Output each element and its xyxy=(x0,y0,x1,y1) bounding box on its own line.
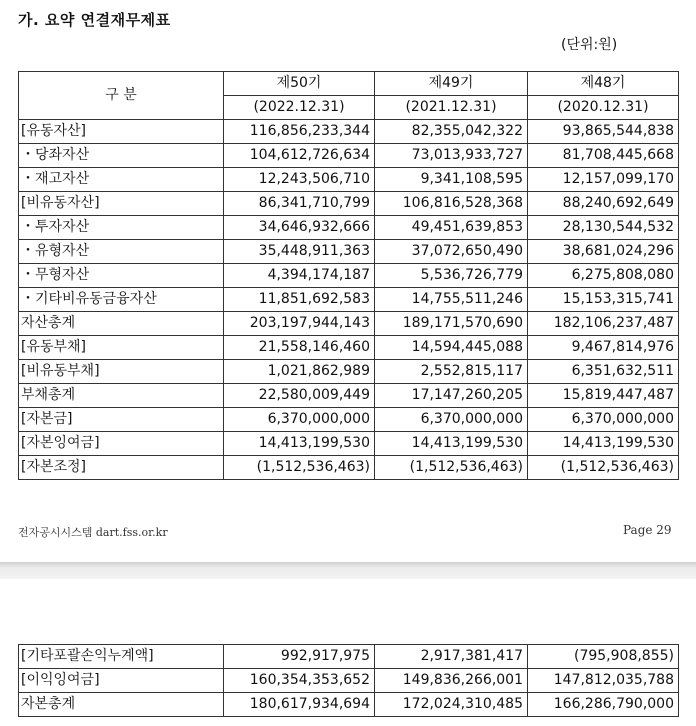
value-cell: 182,106,237,487 xyxy=(528,312,679,336)
value-cell: 12,157,099,170 xyxy=(528,168,679,192)
table-row xyxy=(19,288,679,312)
value-cell: 88,240,692,649 xyxy=(528,192,679,216)
value-cell: 37,072,650,490 xyxy=(375,240,528,264)
financial-summary-table-continued xyxy=(18,644,679,717)
period-header: 제50기 xyxy=(224,72,375,96)
value-cell: 35,448,911,363 xyxy=(224,240,375,264)
value-cell: 22,580,009,449 xyxy=(224,384,375,408)
value-cell: 38,681,024,296 xyxy=(528,240,679,264)
table-row xyxy=(19,384,679,408)
row-label: [기타포괄손익누계액] xyxy=(19,645,224,669)
value-cell: 166,286,790,000 xyxy=(528,693,679,717)
value-cell: 172,024,310,485 xyxy=(375,693,528,717)
table-row xyxy=(19,240,679,264)
value-cell: 116,856,233,344 xyxy=(224,120,375,144)
value-cell: 6,370,000,000 xyxy=(528,408,679,432)
value-cell: 28,130,544,532 xyxy=(528,216,679,240)
period-header: 제49기 xyxy=(375,72,528,96)
table-row xyxy=(19,645,679,669)
value-cell: (1,512,536,463) xyxy=(375,456,528,480)
row-label: 자산총계 xyxy=(19,312,224,336)
row-label: [이익잉여금] xyxy=(19,669,224,693)
table-row xyxy=(19,264,679,288)
period-header: 제48기 xyxy=(528,72,679,96)
value-cell: 104,612,726,634 xyxy=(224,144,375,168)
value-cell: 4,394,174,187 xyxy=(224,264,375,288)
value-cell: 992,917,975 xyxy=(224,645,375,669)
table-row xyxy=(19,432,679,456)
value-cell: 6,351,632,511 xyxy=(528,360,679,384)
table-row xyxy=(19,336,679,360)
row-label: ・기타비유동금융자산 xyxy=(19,288,224,312)
date-header: (2020.12.31) xyxy=(528,96,679,120)
value-cell: 14,413,199,530 xyxy=(528,432,679,456)
row-label: [비유동자산] xyxy=(19,192,224,216)
row-label: [자본금] xyxy=(19,408,224,432)
row-label: ・재고자산 xyxy=(19,168,224,192)
document-page-30 xyxy=(0,579,696,726)
table-row xyxy=(19,312,679,336)
row-label: [자본조정] xyxy=(19,456,224,480)
value-cell: 86,341,710,799 xyxy=(224,192,375,216)
row-label: [비유동부채] xyxy=(19,360,224,384)
value-cell: 14,413,199,530 xyxy=(375,432,528,456)
table-row xyxy=(19,669,679,693)
table-row xyxy=(19,144,679,168)
value-cell: 149,836,266,001 xyxy=(375,669,528,693)
footer-source: 전자공시시스템 dart.fss.or.kr xyxy=(18,526,168,539)
table-row xyxy=(19,408,679,432)
value-cell: 9,467,814,976 xyxy=(528,336,679,360)
value-cell: 21,558,146,460 xyxy=(224,336,375,360)
value-cell: 34,646,932,666 xyxy=(224,216,375,240)
value-cell: 81,708,445,668 xyxy=(528,144,679,168)
value-cell: 189,171,570,690 xyxy=(375,312,528,336)
row-label: ・투자자산 xyxy=(19,216,224,240)
row-label: 자본총계 xyxy=(19,693,224,717)
value-cell: 160,354,353,652 xyxy=(224,669,375,693)
value-cell: 6,370,000,000 xyxy=(375,408,528,432)
date-header: (2021.12.31) xyxy=(375,96,528,120)
value-cell: 93,865,544,838 xyxy=(528,120,679,144)
value-cell: 14,413,199,530 xyxy=(224,432,375,456)
table-row xyxy=(19,693,679,717)
value-cell: (1,512,536,463) xyxy=(224,456,375,480)
date-header: (2022.12.31) xyxy=(224,96,375,120)
value-cell: 106,816,528,368 xyxy=(375,192,528,216)
row-label: 부채총계 xyxy=(19,384,224,408)
value-cell: 49,451,639,853 xyxy=(375,216,528,240)
table-row xyxy=(19,456,679,480)
value-cell: 73,013,933,727 xyxy=(375,144,528,168)
page-separator xyxy=(0,562,696,579)
table-row xyxy=(19,216,679,240)
value-cell: 6,370,000,000 xyxy=(224,408,375,432)
financial-summary-table xyxy=(18,71,679,480)
value-cell: 17,147,260,205 xyxy=(375,384,528,408)
header-label: 구 분 xyxy=(19,72,224,120)
section-title: 가. 요약 연결재무제표 xyxy=(18,11,171,29)
row-label: [유동부채] xyxy=(19,336,224,360)
unit-label: (단위:원) xyxy=(561,37,618,53)
value-cell: 203,197,944,143 xyxy=(224,312,375,336)
value-cell: 2,552,815,117 xyxy=(375,360,528,384)
value-cell: 1,021,862,989 xyxy=(224,360,375,384)
value-cell: (795,908,855) xyxy=(528,645,679,669)
value-cell: 12,243,506,710 xyxy=(224,168,375,192)
value-cell: 14,594,445,088 xyxy=(375,336,528,360)
value-cell: (1,512,536,463) xyxy=(528,456,679,480)
row-label: ・무형자산 xyxy=(19,264,224,288)
footer-page-number: Page 29 xyxy=(623,523,672,537)
value-cell: 15,819,447,487 xyxy=(528,384,679,408)
row-label: [자본잉여금] xyxy=(19,432,224,456)
row-label: ・당좌자산 xyxy=(19,144,224,168)
value-cell: 6,275,808,080 xyxy=(528,264,679,288)
value-cell: 5,536,726,779 xyxy=(375,264,528,288)
value-cell: 2,917,381,417 xyxy=(375,645,528,669)
value-cell: 14,755,511,246 xyxy=(375,288,528,312)
table-row xyxy=(19,120,679,144)
row-label: ・유형자산 xyxy=(19,240,224,264)
value-cell: 15,153,315,741 xyxy=(528,288,679,312)
table-row xyxy=(19,168,679,192)
value-cell: 9,341,108,595 xyxy=(375,168,528,192)
value-cell: 11,851,692,583 xyxy=(224,288,375,312)
value-cell: 180,617,934,694 xyxy=(224,693,375,717)
value-cell: 82,355,042,322 xyxy=(375,120,528,144)
value-cell: 147,812,035,788 xyxy=(528,669,679,693)
row-label: [유동자산] xyxy=(19,120,224,144)
table-row xyxy=(19,192,679,216)
table-row xyxy=(19,360,679,384)
